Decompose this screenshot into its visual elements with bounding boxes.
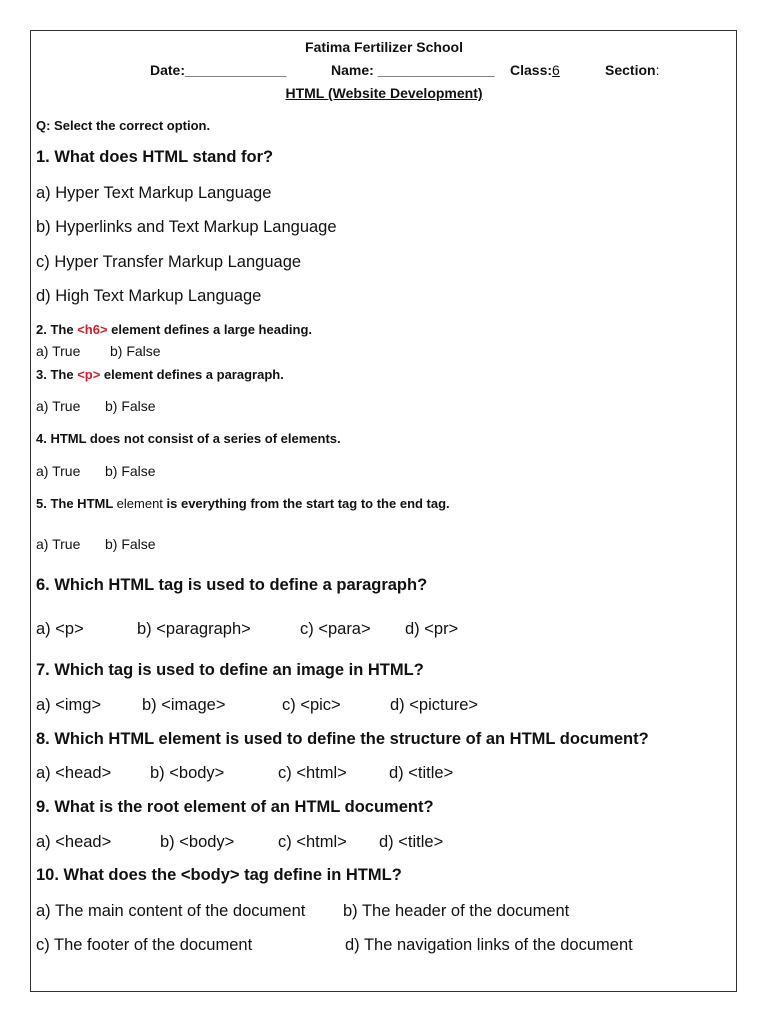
class-value: 6 [552, 62, 560, 78]
name-label: Name: [331, 62, 374, 78]
q8-option-b: b) <body> [150, 764, 225, 782]
q7-option-a: a) <img> [36, 696, 102, 714]
question-3 [36, 367, 284, 382]
q7-option-c: c) <pic> [282, 696, 341, 714]
section-label: Section [605, 62, 656, 78]
instruction: Q: Select the correct option. [36, 118, 211, 133]
q2-pre: 2. The [36, 322, 78, 337]
q10-option-d: d) The navigation links of the document [345, 936, 633, 954]
q5-post: is everything from the start tag to the end tag. [162, 496, 450, 511]
subject-title: HTML (Website Development) [285, 85, 483, 101]
q1-option-a: a) Hyper Text Markup Language [36, 184, 272, 202]
q6-option-c: c) <para> [300, 620, 371, 638]
question-2 [36, 322, 312, 337]
class-label: Class: [510, 62, 553, 78]
q6-option-a: a) <p> [36, 620, 84, 638]
q2-option-b: b) False [110, 343, 161, 359]
q9-option-a: a) <head> [36, 833, 112, 851]
q5-option-b: b) False [105, 536, 156, 552]
q3-option-b: b) False [105, 398, 156, 414]
q3-code: <p> [77, 367, 101, 382]
q1-option-b: b) Hyperlinks and Text Markup Language [36, 218, 337, 236]
q4-option-a: a) True [36, 463, 81, 479]
q10-option-a: a) The main content of the document [36, 902, 306, 920]
q3-pre: 3. The [36, 367, 78, 382]
question-5 [36, 496, 450, 511]
q4-option-b: b) False [105, 463, 156, 479]
question-4: 4. HTML does not consist of a series of elements. [36, 431, 341, 446]
q8-option-a: a) <head> [36, 764, 112, 782]
q10-option-b: b) The header of the document [343, 902, 570, 920]
q6-option-d: d) <pr> [405, 620, 459, 638]
q2-code: <h6> [77, 322, 108, 337]
class-field [510, 62, 560, 78]
q6-option-b: b) <paragraph> [137, 620, 251, 638]
q5-pre: 5. The HTML [36, 496, 117, 511]
section-field [605, 62, 659, 78]
question-7: 7. Which tag is used to define an image in HTML? [36, 661, 424, 679]
q3-option-a: a) True [36, 398, 81, 414]
date-blank: _____________ [185, 62, 287, 78]
q5-mid: element [116, 496, 163, 511]
q9-option-d: d) <title> [379, 833, 444, 851]
question-10: 10. What does the <body> tag define in HTML? [36, 866, 402, 884]
q10-option-c: c) The footer of the document [36, 936, 253, 954]
name-blank: _______________ [377, 62, 495, 78]
school-name: Fatima Fertilizer School [305, 39, 463, 55]
date-label: Date: [150, 62, 186, 78]
question-6: 6. Which HTML tag is used to define a paragraph? [36, 576, 428, 594]
q3-post: element defines a paragraph. [100, 367, 284, 382]
q1-option-c: c) Hyper Transfer Markup Language [36, 253, 302, 271]
q9-option-b: b) <body> [160, 833, 235, 851]
question-8: 8. Which HTML element is used to define the structure of an HTML document? [36, 730, 649, 748]
q8-option-c: c) <html> [278, 764, 347, 782]
q1-option-d: d) High Text Markup Language [36, 287, 262, 305]
q2-post: element defines a large heading. [107, 322, 312, 337]
q7-option-d: d) <picture> [390, 696, 479, 714]
name-field [331, 62, 494, 78]
q2-option-a: a) True [36, 343, 81, 359]
date-field [150, 62, 286, 78]
q8-option-d: d) <title> [389, 764, 454, 782]
q5-option-a: a) True [36, 536, 81, 552]
question-1: 1. What does HTML stand for? [36, 148, 274, 166]
q9-option-c: c) <html> [278, 833, 347, 851]
q7-option-b: b) <image> [142, 696, 226, 714]
question-9: 9. What is the root element of an HTML document? [36, 798, 434, 816]
section-colon: : [655, 62, 660, 78]
